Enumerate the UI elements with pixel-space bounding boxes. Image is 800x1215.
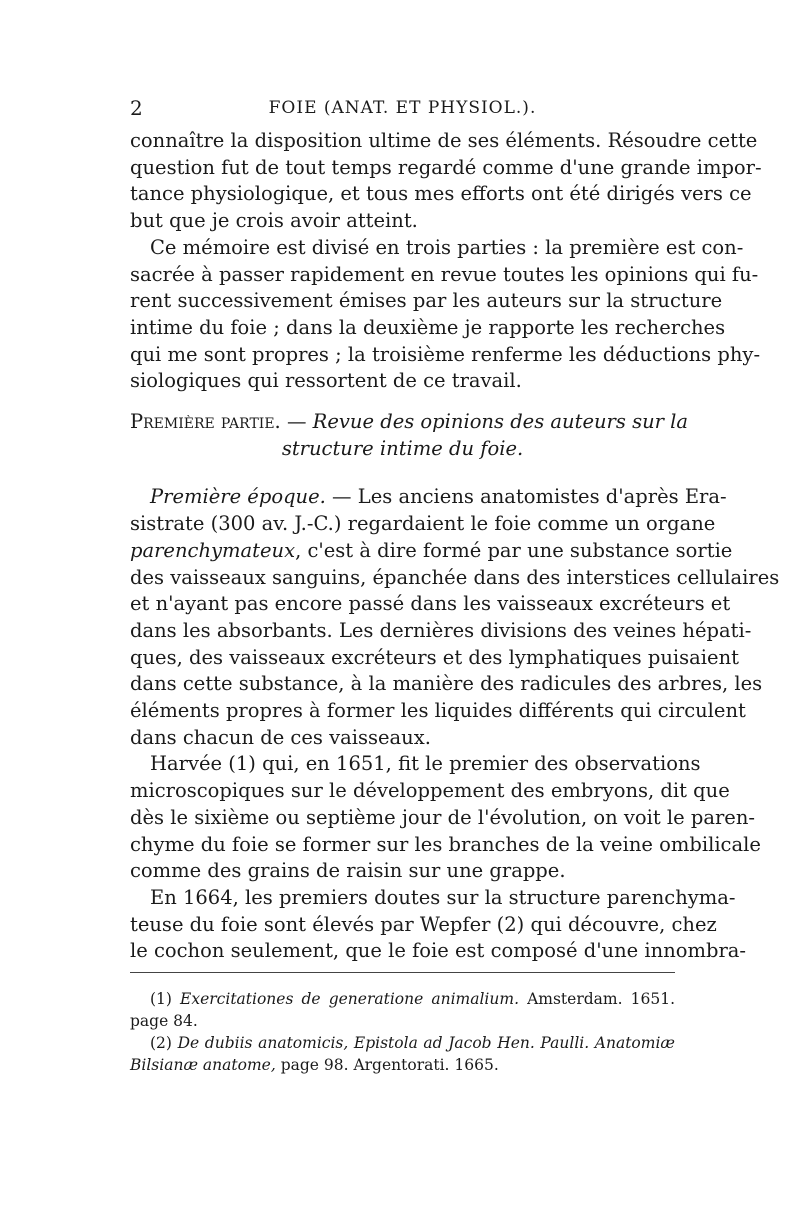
- text-line: sacrée à passer rapidement en revue toutes les opinions qui fu-: [130, 262, 759, 286]
- text-line: Harvée (1) qui, en 1651, fit le premier des observations: [150, 752, 701, 776]
- footnote-2-line2: [130, 1054, 675, 1076]
- running-title: FOIE (ANAT. ET PHYSIOL.).: [268, 98, 537, 118]
- text-line: question fut de tout temps regardé comme d'une grande impor-: [130, 155, 762, 179]
- text-line: éléments propres à former les liquides différents qui circulent: [130, 699, 746, 723]
- paragraph-outline: [130, 235, 761, 395]
- section-heading: [130, 409, 689, 462]
- section-title-line2: structure intime du foie.: [281, 436, 524, 460]
- text-run: — Les anciens anatomistes d'après Era-: [325, 485, 727, 509]
- text-line: comme des grains de raisin sur une grappe.: [130, 859, 566, 883]
- text-line: [130, 538, 733, 565]
- epoch-label: Première époque.: [150, 485, 326, 509]
- text-line: Ce mémoire est divisé en trois parties : la première est con-: [150, 235, 744, 259]
- paragraph-first-epoch: [130, 484, 780, 751]
- page-number: 2: [130, 96, 144, 120]
- paragraph-wepfer: [130, 885, 747, 965]
- main-text: [130, 128, 780, 965]
- text-line: tance physiologique, et tous mes efforts ont été dirigés vers ce: [130, 182, 752, 206]
- text-line: dans chacun de ces vaisseaux.: [130, 725, 431, 749]
- spacer: [130, 462, 675, 484]
- text-line: dès le sixième ou septième jour de l'évolution, on voit le paren-: [130, 805, 755, 829]
- text-line: des vaisseaux sanguins, épanchée dans des interstices cellulaires: [130, 565, 780, 589]
- footnotes: [130, 988, 675, 1076]
- footnote-text: page 98. Argentorati. 1665.: [275, 1056, 499, 1074]
- paragraph-intro-continued: [130, 128, 762, 235]
- footnote-title: Exercitationes de generatione animalium.: [180, 990, 519, 1008]
- text-line: le cochon seulement, que le foie est composé d'une innombra-: [130, 939, 747, 963]
- footnote-mark: (1): [150, 990, 181, 1008]
- text-line: microscopiques sur le développement des embryons, dit que: [130, 779, 730, 803]
- text-line: qui me sont propres ; la troisième renferme les déductions phy-: [130, 342, 761, 366]
- footnote-title: Bilsianæ anatome,: [130, 1056, 276, 1074]
- running-header: [130, 96, 675, 122]
- text-line: intime du foie ; dans la deuxième je rapporte les recherches: [130, 315, 726, 339]
- footnote-rule: [130, 972, 675, 973]
- section-title: Revue des opinions des auteurs sur la: [312, 410, 689, 434]
- footnote-text: Amsterdam. 1651.: [519, 990, 675, 1008]
- text-line: ques, des vaisseaux excréteurs et des lymphatiques puisaient: [130, 645, 739, 669]
- footnote-2: [130, 1032, 675, 1054]
- text-line: et n'ayant pas encore passé dans les vaisseaux excréteurs et: [130, 592, 731, 616]
- text-line: chyme du foie se former sur les branches de la veine ombilicale: [130, 832, 761, 856]
- text-line: En 1664, les premiers doutes sur la structure parenchyma-: [150, 885, 736, 909]
- text-line: teuse du foie sont élevés par Wepfer (2) qui découvre, chez: [130, 912, 717, 936]
- text-line: rent successivement émises par les auteurs sur la structure: [130, 289, 723, 313]
- footnote-title: De dubiis anatomicis, Epistola ad Jacob Hen. Paulli. Anatomiæ: [177, 1034, 675, 1052]
- footnote-mark: (2): [150, 1034, 178, 1052]
- text-line: sistrate (300 av. J.-C.) regardaient le foie comme un organe: [130, 512, 716, 536]
- section-label: Première partie.: [130, 410, 281, 434]
- footnote-1: [130, 988, 675, 1010]
- text-line: but que je crois avoir atteint.: [130, 209, 418, 233]
- section-dash: —: [280, 410, 313, 434]
- paragraph-harvey: [130, 751, 761, 885]
- text-line: connaître la disposition ultime de ses éléments. Résoudre cette: [130, 129, 758, 152]
- section-heading-line: [130, 409, 689, 436]
- italic-term: parenchymateux: [130, 538, 296, 562]
- text-line: siologiques qui ressortent de ce travail.: [130, 369, 522, 393]
- text-line: dans cette substance, à la manière des radicules des arbres, les: [130, 672, 763, 696]
- text-run: , c'est à dire formé par une substance sortie: [295, 538, 733, 562]
- text-line: dans les absorbants. Les dernières divisions des veines hépati-: [130, 618, 752, 642]
- text-line: [130, 484, 727, 511]
- footnote-1-line2: page 84.: [130, 1012, 198, 1030]
